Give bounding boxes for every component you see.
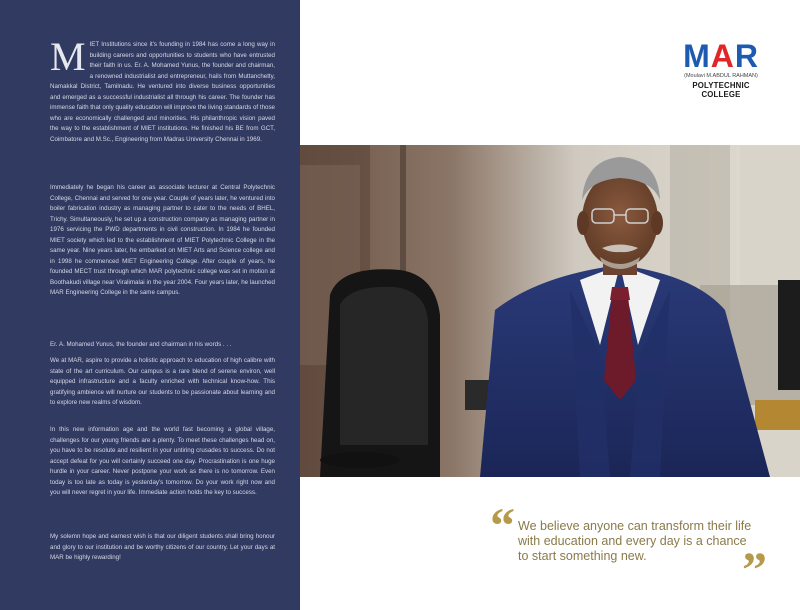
quote-block [490, 497, 790, 597]
letter-panel [0, 0, 300, 610]
quote-text: We believe anyone can transform their life with education and every day is a chance to start something new. [518, 519, 752, 563]
letter-paragraph-2: Immediately he began his career as associate lecturer at Central Polytechnic College, Chennai and served for one year. Couple of years later, he ventured into boiler fabrication industry as managing partner to cater to the needs of BHEL, Trichy. Simultaneously, he set up a construction company as managing partner in 1976 servicing the PWD departments in civil construction. In 1984 he founded MIET society which led to the establishment of MIET Polytechnic College in the same year. Nine years later, he embarked on MIET Arts and Science college and in 1998 he commenced MIET Engineering College. After couple of years, he founded MECT trust through which MAR polytechnic college was set in motion at Boothakudi village near Viralimalai in the year 2004. Four years later, he launched MAR Engineering College in the same campus. [50, 184, 275, 296]
founder-photo [300, 145, 800, 477]
founder-portrait-illustration [300, 145, 800, 477]
open-quote-mark: “ [490, 497, 515, 553]
letter-paragraph-5: In this new information age and the world fast becoming a global village, challenges for our young friends are a plenty. To meet these challenges head on, you have to be resolute and resilient in your untiring crusades to success. Do not accept defeat for you will certainly succeed one day. Procrastination is one huge hurdle in your career. Never postpone your work as there is no tomorrow. Even today is too late as today is yesterday's tomorrow. Do your work right now and you will never regret in your life. Immediate action holds the key to success. [50, 426, 275, 496]
logo-mark [676, 40, 766, 72]
logo-subtitle: (Moulavi M.ABDUL RAHMAN) [684, 73, 758, 79]
letter-paragraph-1 [50, 34, 275, 145]
logo-letter-a: A [710, 38, 735, 74]
letter-paragraph-4: We at MAR, aspire to provide a holistic approach to education of high calibre with state of the art curriculum. Our campus is a rare blend of serene environ, well equipped infrastructure and a faculty enriched with technical know-how. This gratifying ambience will nurture our students to be passionate about learning and to explore new realms of wisdom. [50, 357, 275, 406]
college-logo [676, 40, 766, 99]
paragraph-text: IET Institutions since it's founding in 1984 has come a long way in building careers and opportunities to students who have entrusted their faith in us. Er. A. Mohamed Yunus, the founder and chairman, a renowned industrialist and entrepreneur, hails from Muttanchetty, Namakkal District, Tamilnadu. He ventured into diverse business opportunities and emerged as a successful industrialist all through his career. The founder has immense faith that only quality education will improve the living standards of those who are economically challenged and minorities. His philanthropic vision paved the way to the establishment of MIET institutions. He finished his BE from GCT, Coimbatore and M.Sc., Engineering from Madras University Chennai in 1969. [50, 41, 275, 143]
drop-cap: M [50, 34, 86, 79]
letter-paragraph-6: My solemn hope and earnest wish is that our diligent students shall bring honour and glory to our institution and be worthy citizens of our country. Let your days at MAR be highly rewarding! [50, 533, 275, 561]
logo-college-name: POLYTECHNIC COLLEGE [692, 81, 750, 99]
letter-paragraph-3: Er. A. Mohamed Yunus, the founder and chairman in his words . . . [50, 341, 232, 348]
close-quote-mark: ” [742, 541, 767, 597]
logo-letter-m: M [683, 38, 711, 74]
logo-letter-r: R [734, 38, 759, 74]
